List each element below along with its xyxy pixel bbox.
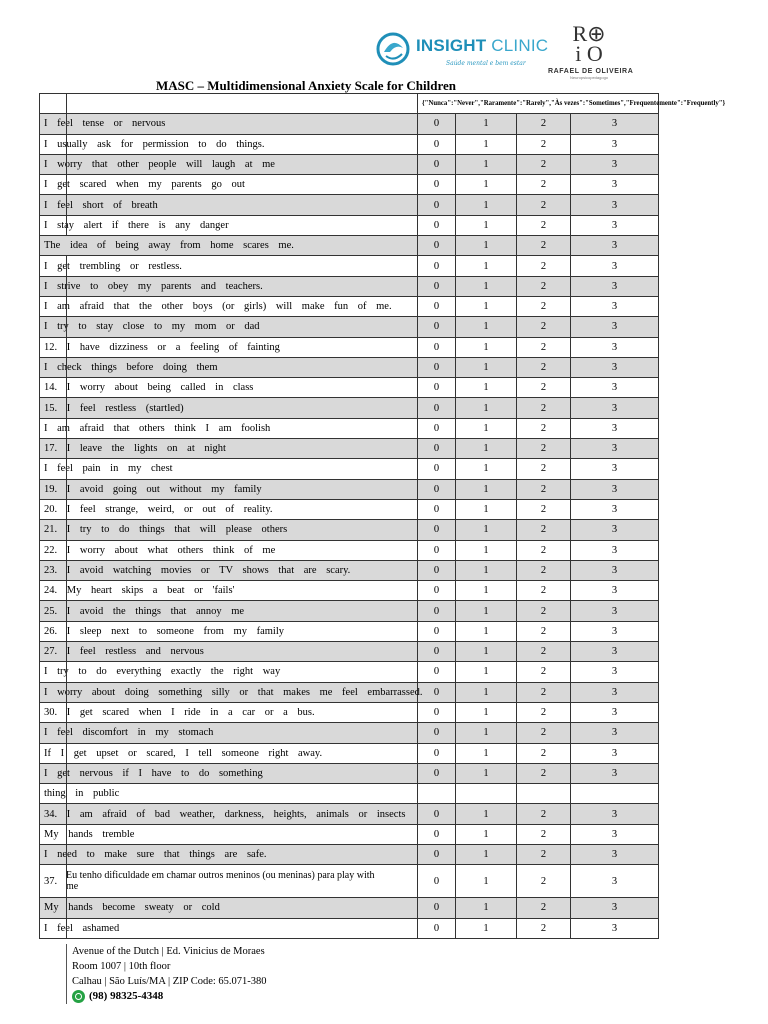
item-text-cell: 15. I feel restless (startled): [40, 398, 418, 418]
ro-monogram-bottom: i O: [575, 41, 603, 66]
item-text-cell: 24. My heart skips a beat or 'fails': [40, 581, 418, 601]
score-cell-2: 2: [517, 195, 571, 215]
score-cell-1: 1: [456, 317, 517, 337]
table-row: [40, 918, 659, 938]
score-cell-3: 3: [571, 804, 659, 824]
score-cell-0: 0: [418, 662, 456, 682]
score-cell-3: [571, 784, 659, 804]
score-cell-2: 2: [517, 154, 571, 174]
table-row: [40, 459, 659, 479]
score-cell-0: 0: [418, 114, 456, 134]
score-cell-0: 0: [418, 540, 456, 560]
score-cell-0: 0: [418, 918, 456, 938]
score-cell-2: 2: [517, 540, 571, 560]
table-row: [40, 439, 659, 459]
score-cell-3: 3: [571, 154, 659, 174]
score-cell-3: 3: [571, 865, 659, 898]
table-row: [40, 601, 659, 621]
score-cell-0: [418, 784, 456, 804]
phone-number[interactable]: (98) 98325-4348: [72, 989, 267, 1004]
score-cell-1: 1: [456, 540, 517, 560]
table-row: [40, 317, 659, 337]
rafael-oliveira-logo: [548, 21, 634, 90]
score-cell-3: 3: [571, 642, 659, 662]
score-cell-1: 1: [456, 763, 517, 783]
score-cell-1: 1: [456, 844, 517, 864]
item-text-cell: I feel tense or nervous: [40, 114, 418, 134]
score-cell-3: 3: [571, 662, 659, 682]
score-cell-0: 0: [418, 418, 456, 438]
table-row: [40, 560, 659, 580]
score-cell-0: 0: [418, 865, 456, 898]
score-cell-0: 0: [418, 195, 456, 215]
score-cell-2: 2: [517, 723, 571, 743]
score-cell-0: 0: [418, 642, 456, 662]
score-cell-0: 0: [418, 296, 456, 316]
table-row: [40, 479, 659, 499]
score-cell-0: 0: [418, 560, 456, 580]
address-line-2: Room 1007 | 10th floor: [72, 961, 171, 972]
score-cell-2: 2: [517, 601, 571, 621]
table-row: [40, 499, 659, 519]
table-row: [40, 256, 659, 276]
table-row: [40, 276, 659, 296]
score-cell-1: 1: [456, 560, 517, 580]
score-cell-0: 0: [418, 621, 456, 641]
score-cell-0: 0: [418, 804, 456, 824]
score-cell-2: 2: [517, 804, 571, 824]
score-cell-3: 3: [571, 540, 659, 560]
score-cell-1: 1: [456, 642, 517, 662]
item-text-cell: I usually ask for permission to do things.: [40, 134, 418, 154]
score-cell-1: 1: [456, 662, 517, 682]
table-row: [40, 581, 659, 601]
score-cell-1: 1: [456, 215, 517, 235]
ro-name: RAFAEL DE OLIVEIRA: [548, 68, 634, 75]
item-text-cell: I feel ashamed: [40, 918, 418, 938]
score-cell-0: 0: [418, 763, 456, 783]
score-cell-2: 2: [517, 378, 571, 398]
score-cell-3: 3: [571, 743, 659, 763]
score-cell-1: 1: [456, 459, 517, 479]
score-cell-2: 2: [517, 256, 571, 276]
item-text-cell: I stay alert if there is any danger: [40, 215, 418, 235]
score-cell-2: 2: [517, 499, 571, 519]
table-row: [40, 296, 659, 316]
score-cell-0: 0: [418, 743, 456, 763]
ro-subtitle: Neuropsicopedagogo: [569, 75, 609, 80]
score-cell-0: 0: [418, 682, 456, 702]
score-cell-3: 3: [571, 114, 659, 134]
score-cell-2: 2: [517, 682, 571, 702]
score-cell-0: 0: [418, 175, 456, 195]
table-row: [40, 702, 659, 722]
table-row: [40, 824, 659, 844]
score-cell-2: 2: [517, 581, 571, 601]
score-cell-2: 2: [517, 439, 571, 459]
score-cell-3: 3: [571, 357, 659, 377]
score-cell-3: 3: [571, 276, 659, 296]
insight-clinic-logo: [376, 28, 549, 72]
score-cell-0: 0: [418, 702, 456, 722]
item-text-cell: I feel short of breath: [40, 195, 418, 215]
item-text-cell: I get nervous if I have to do something: [40, 763, 418, 783]
score-cell-1: 1: [456, 520, 517, 540]
table-row: [40, 898, 659, 918]
score-cell-2: 2: [517, 702, 571, 722]
score-cell-0: 0: [418, 256, 456, 276]
score-cell-2: 2: [517, 560, 571, 580]
score-cell-3: 3: [571, 398, 659, 418]
masc-table: [39, 93, 726, 939]
insight-swirl-icon: [376, 32, 410, 66]
score-cell-0: 0: [418, 601, 456, 621]
address-line-1: Avenue of the Dutch | Ed. Vinicius de Moraes: [72, 946, 265, 957]
score-cell-1: 1: [456, 723, 517, 743]
item-text-cell: I try to do everything exactly the right way: [40, 662, 418, 682]
table-row: [40, 723, 659, 743]
table-row: [40, 175, 659, 195]
whatsapp-icon: [72, 990, 85, 1003]
score-cell-3: 3: [571, 236, 659, 256]
score-cell-1: 1: [456, 378, 517, 398]
score-cell-0: 0: [418, 357, 456, 377]
score-cell-3: 3: [571, 560, 659, 580]
table-row: [40, 398, 659, 418]
item-text-cell: I worry that other people will laugh at me: [40, 154, 418, 174]
item-text-cell: I feel pain in my chest: [40, 459, 418, 479]
score-cell-3: 3: [571, 723, 659, 743]
score-cell-1: 1: [456, 276, 517, 296]
item-text-cell: 12. I have dizziness or a feeling of fainting: [40, 337, 418, 357]
score-cell-3: 3: [571, 296, 659, 316]
item-text-cell: 25. I avoid the things that annoy me: [40, 601, 418, 621]
score-cell-3: 3: [571, 256, 659, 276]
score-cell-3: 3: [571, 918, 659, 938]
table-row: [40, 642, 659, 662]
item-text-cell: thing in public: [40, 784, 418, 804]
item-text-cell: 34. I am afraid of bad weather, darkness, heights, animals or insects: [40, 804, 418, 824]
table-row: [40, 195, 659, 215]
score-cell-1: 1: [456, 337, 517, 357]
score-cell-3: 3: [571, 317, 659, 337]
item-text-cell: I strive to obey my parents and teachers.: [40, 276, 418, 296]
score-cell-1: 1: [456, 804, 517, 824]
address-line-3: Calhau | São Luís/MA | ZIP Code: 65.071-380: [72, 976, 267, 987]
item-text-cell: 23. I avoid watching movies or TV shows that are scary.: [40, 560, 418, 580]
score-cell-2: 2: [517, 520, 571, 540]
score-cell-1: 1: [456, 499, 517, 519]
score-cell-1: 1: [456, 357, 517, 377]
score-cell-0: 0: [418, 215, 456, 235]
item-text-cell: 21. I try to do things that will please others: [40, 520, 418, 540]
score-cell-1: 1: [456, 114, 517, 134]
table-row: [40, 236, 659, 256]
item-text-cell: I check things before doing them: [40, 357, 418, 377]
score-cell-0: 0: [418, 398, 456, 418]
clinic-name: INSIGHT CLINIC: [416, 36, 549, 55]
score-cell-3: 3: [571, 337, 659, 357]
table-row: [40, 134, 659, 154]
score-cell-3: 3: [571, 601, 659, 621]
score-cell-1: 1: [456, 918, 517, 938]
table-row: [40, 743, 659, 763]
score-cell-3: 3: [571, 479, 659, 499]
item-text-cell: 17. I leave the lights on at night: [40, 439, 418, 459]
score-cell-2: 2: [517, 114, 571, 134]
score-cell-3: 3: [571, 175, 659, 195]
score-cell-2: 2: [517, 215, 571, 235]
score-cell-2: 2: [517, 357, 571, 377]
table-row: [40, 804, 659, 824]
score-cell-3: 3: [571, 763, 659, 783]
page-header: [0, 0, 768, 92]
item-text-cell: I need to make sure that things are safe.: [40, 844, 418, 864]
score-cell-3: 3: [571, 682, 659, 702]
item-text-cell: I am afraid that the other boys (or girls) will make fun of me.: [40, 296, 418, 316]
score-cell-2: 2: [517, 662, 571, 682]
table-row: [40, 215, 659, 235]
table-row: [40, 418, 659, 438]
score-cell-0: 0: [418, 236, 456, 256]
score-cell-2: 2: [517, 743, 571, 763]
item-text-cell: My hands tremble: [40, 824, 418, 844]
score-cell-1: 1: [456, 743, 517, 763]
score-cell-2: 2: [517, 296, 571, 316]
header-item-cell: [40, 94, 418, 114]
table-row: [40, 520, 659, 540]
score-cell-2: 2: [517, 898, 571, 918]
ro-monogram-top: R⊕: [572, 21, 606, 46]
score-cell-0: 0: [418, 479, 456, 499]
table-row: [40, 337, 659, 357]
table-row: [40, 154, 659, 174]
score-cell-3: 3: [571, 621, 659, 641]
score-cell-3: 3: [571, 581, 659, 601]
item-text-cell: I get scared when my parents go out: [40, 175, 418, 195]
item-text-cell: 19. I avoid going out without my family: [40, 479, 418, 499]
item-text-cell: 22. I worry about what others think of me: [40, 540, 418, 560]
score-cell-0: 0: [418, 154, 456, 174]
score-cell-1: 1: [456, 601, 517, 621]
score-cell-3: 3: [571, 844, 659, 864]
table-row: [40, 114, 659, 134]
table-row: [40, 378, 659, 398]
score-cell-1: 1: [456, 175, 517, 195]
table-header-row: [40, 94, 659, 114]
item-text-cell: My hands become sweaty or cold: [40, 898, 418, 918]
score-cell-1: 1: [456, 418, 517, 438]
score-cell-2: 2: [517, 134, 571, 154]
score-cell-2: 2: [517, 418, 571, 438]
score-cell-3: 3: [571, 215, 659, 235]
score-cell-1: 1: [456, 824, 517, 844]
score-cell-1: 1: [456, 195, 517, 215]
table-row: [40, 621, 659, 641]
score-cell-1: 1: [456, 479, 517, 499]
score-cell-1: 1: [456, 439, 517, 459]
score-cell-3: 3: [571, 418, 659, 438]
score-cell-3: 3: [571, 898, 659, 918]
score-cell-0: 0: [418, 723, 456, 743]
score-cell-2: 2: [517, 621, 571, 641]
item-text-cell: The idea of being away from home scares me.: [40, 236, 418, 256]
item-text-cell: 20. I feel strange, weird, or out of reality.: [40, 499, 418, 519]
clinic-tagline: Saúde mental e bem estar: [446, 60, 526, 67]
score-cell-2: 2: [517, 236, 571, 256]
table-row: [40, 844, 659, 864]
score-cell-0: 0: [418, 337, 456, 357]
score-cell-1: 1: [456, 256, 517, 276]
item-text-cell: 30. I get scared when I ride in a car or a bus.: [40, 702, 418, 722]
score-cell-0: 0: [418, 581, 456, 601]
score-cell-2: 2: [517, 398, 571, 418]
table-row: [40, 763, 659, 783]
score-cell-2: 2: [517, 479, 571, 499]
score-cell-2: 2: [517, 459, 571, 479]
score-cell-2: 2: [517, 763, 571, 783]
table-row: [40, 662, 659, 682]
score-cell-1: 1: [456, 621, 517, 641]
score-cell-1: 1: [456, 236, 517, 256]
score-cell-0: 0: [418, 520, 456, 540]
score-cell-0: 0: [418, 317, 456, 337]
score-cell-1: 1: [456, 682, 517, 702]
score-cell-2: 2: [517, 276, 571, 296]
item-text-cell: I am afraid that others think I am foolish: [40, 418, 418, 438]
score-cell-2: 2: [517, 337, 571, 357]
score-cell-2: 2: [517, 824, 571, 844]
item-text-cell: If I get upset or scared, I tell someone right away.: [40, 743, 418, 763]
frequency-legend: {"Nunca":"Never","Raramente":"Rarely","Às vezes":"Sometimes","Frequentemente":"Frequently"}: [418, 94, 659, 114]
table-row: [40, 682, 659, 702]
score-cell-2: 2: [517, 865, 571, 898]
score-cell-3: 3: [571, 459, 659, 479]
score-cell-0: 0: [418, 499, 456, 519]
item-text-cell: I try to stay close to my mom or dad: [40, 317, 418, 337]
score-cell-3: 3: [571, 195, 659, 215]
table-row: [40, 357, 659, 377]
item-text-cell: 37. Eu tenho dificuldade em chamar outros meninos (ou meninas) para play with me: [40, 865, 418, 898]
table-row: [40, 784, 659, 804]
score-cell-3: 3: [571, 702, 659, 722]
item-text-cell: I worry about doing something silly or that makes me feel embarrassed.: [40, 682, 418, 702]
score-cell-1: 1: [456, 865, 517, 898]
score-cell-0: 0: [418, 439, 456, 459]
score-cell-0: 0: [418, 378, 456, 398]
score-cell-3: 3: [571, 499, 659, 519]
score-cell-0: 0: [418, 844, 456, 864]
item-text-cell: 26. I sleep next to someone from my family: [40, 621, 418, 641]
score-cell-2: 2: [517, 844, 571, 864]
score-cell-0: 0: [418, 898, 456, 918]
item-text-cell: 14. I worry about being called in class: [40, 378, 418, 398]
score-cell-3: 3: [571, 520, 659, 540]
document-title: MASC – Multidimensional Anxiety Scale for Children: [156, 78, 456, 93]
score-cell-3: 3: [571, 378, 659, 398]
score-cell-0: 0: [418, 276, 456, 296]
score-cell-1: 1: [456, 581, 517, 601]
score-cell-3: 3: [571, 439, 659, 459]
item-text-cell: 27. I feel restless and nervous: [40, 642, 418, 662]
score-cell-1: 1: [456, 296, 517, 316]
item-text-cell: I get trembling or restless.: [40, 256, 418, 276]
score-cell-2: [517, 784, 571, 804]
score-cell-1: 1: [456, 898, 517, 918]
item-text-cell: I feel discomfort in my stomach: [40, 723, 418, 743]
table-row: [40, 865, 659, 898]
score-cell-1: 1: [456, 398, 517, 418]
score-cell-3: 3: [571, 134, 659, 154]
score-cell-1: 1: [456, 134, 517, 154]
score-cell-0: 0: [418, 824, 456, 844]
score-cell-2: 2: [517, 175, 571, 195]
score-cell-3: 3: [571, 824, 659, 844]
score-cell-2: 2: [517, 642, 571, 662]
score-cell-2: 2: [517, 317, 571, 337]
score-cell-2: 2: [517, 918, 571, 938]
score-cell-1: 1: [456, 702, 517, 722]
score-cell-0: 0: [418, 134, 456, 154]
contact-footer: [66, 944, 267, 1004]
score-cell-1: [456, 784, 517, 804]
score-cell-0: 0: [418, 459, 456, 479]
score-cell-1: 1: [456, 154, 517, 174]
table-row: [40, 540, 659, 560]
